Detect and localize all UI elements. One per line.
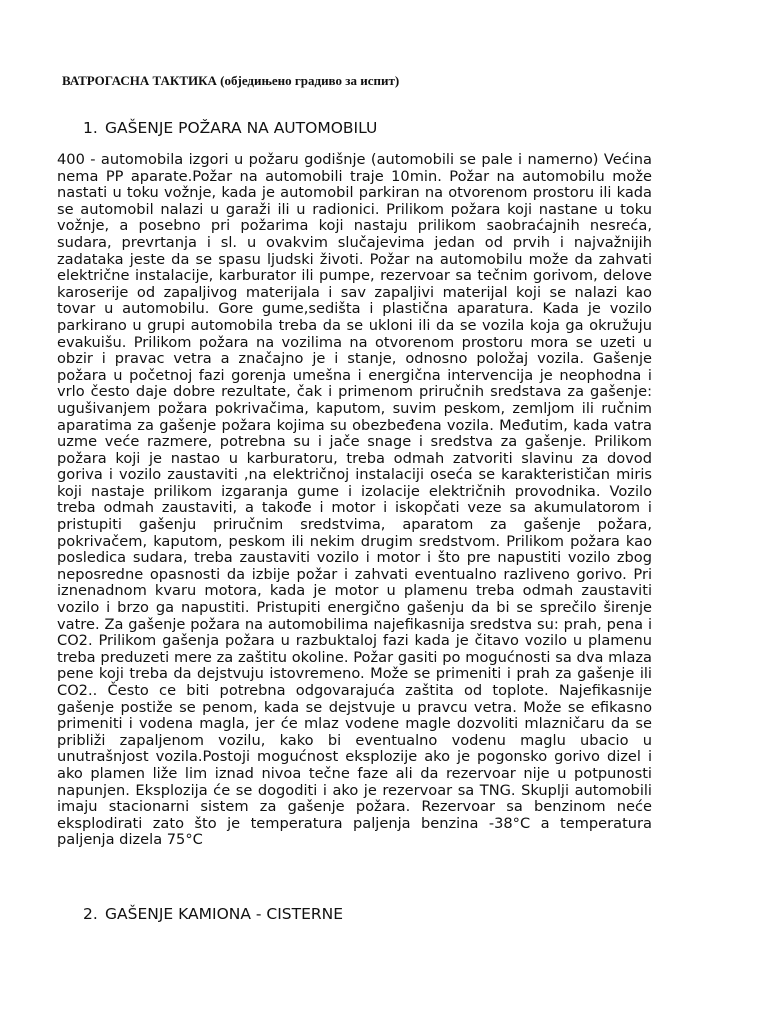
section-number: 2.: [83, 905, 98, 923]
section-heading-text: GAŠENJE KAMIONA - CISTERNE: [105, 905, 344, 923]
section-heading-text: GAŠENJE POŽARA NA AUTOMOBILU: [105, 119, 378, 137]
section-heading-2: [83, 905, 343, 923]
section-number: 1.: [83, 119, 98, 137]
document-title: ВАТРОГАСНА ТАКТИКА (обједињено градиво за испит): [62, 73, 400, 88]
section-heading-1: [83, 119, 377, 137]
section-body-paragraph: 400 - automobila izgori u požaru godišnje (automobili se pale i namerno) Većina nema PP aparate.Požar na automobili traje 10min. Požar na automobilu može nastati u toku vožnje, kada je automobil parkiran na otvorenom prostoru ili kada se automobil nalazi u garaži ili u radionici. Prilikom požara koji nastane u toku vožnje, a posebno pri požarima koji nastaju prilikom saobraćajnih nesreća, sudara, prevrtanja i sl. u ovakvim slučajevima jedan od prvih i najvažnijih zadataka jeste da se spasu ljudski životi. Požar na automobilu može da zahvati električne instalacije, karburator ili pumpe, rezervoar sa tečnim gorivom, delove karoserije od zapaljivog materijala i sav zapaljivi materijal koji se nalazi kao tovar u automobilu. Gore gume,sedišta i plastična aparatura. Kada je vozilo parkirano u grupi automobila treba da se ukloni ili da se vozila koja ga okružuju evakuišu. Prilikom požara na vozilima na otvorenom prostoru mora se uzeti u obzir i pravac vetra a značajno je i stanje, odnosno položaj vozila. Gašenje požara u početnoj fazi gorenja umešna i energična intervencija je neophodna i vrlo često daje dobre rezultate, čak i primenom priručnih sredstava za gašenje: ugušivanjem požara pokrivačima, kaputom, suvim peskom, zemljom ili ručnim aparatima za gašenje požara kojima su obezbeđena vozila. Međutim, kada vatra uzme veće razmere, potrebna su i jače snage i sredstva za gašenje. Prilikom požara koji je nastao u karburatoru, treba odmah zatvoriti slavinu za dovod goriva i vozilo zaustaviti ,na električnoj instalaciji oseća se karakterističan miris koji nastaje prilikom izgaranja gume i izolacije električnih provodnika. Vozilo treba odmah zaustaviti, a takođe i motor i iskopčati veze sa akumulatorom i pristupiti gašenju priručnim sredstvima, aparatom za gašenje požara, pokrivačem, kaputom, peskom ili nekim drugim sredstvom. Prilikom požara kao posledica sudara, treba zaustaviti vozilo i motor i što pre napustiti vozilo zbog neposredne opasnosti da izbije požar i zahvati eventualno razliveno gorivo. Pri iznenadnom kvaru motora, kada je motor u plamenu treba odmah zaustaviti vozilo i brzo ga napustiti. Pristupiti energično gašenju da bi se sprečilo širenje vatre. Za gašenje požara na automobilima najefikasnija sredstva su: prah, pena i CO2. Prilikom gašenja požara u razbuktaloj fazi kada je čitavo vozilo u plamenu treba preduzeti mere za zaštitu okoline. Požar gasiti po mogućnosti sa dva mlaza pene koji treba da dejstvuju istovremeno. Može se primeniti i prah za gašenje ili CO2.. Često ce biti potrebna odgovarajuća zaštita od toplote. Najefikasnije gašenje postiže se penom, kada se dejstvuje u pravcu vetra. Može se efikasno primeniti i vodena magla, jer će mlaz vodene magle dozvoliti mlazničaru da se približi zapaljenom vozilu, kako bi eventualno vodenu maglu ubacio u unutrašnjost vozila.Postoji mogućnost eksplozije ako je pogonsko gorivo dizel i ako plamen liže lim iznad nivoa tečne faze ali da rezervoar nije u potpunosti napunjen. Eksplozija će se dogoditi i ako je rezervoar sa TNG. Skuplji automobili imaju stacionarni sistem za gašenje požara. Rezervoar sa benzinom neće eksplodirati zato što je temperatura paljenja benzina -38°C a temperatura paljenja dizela 75°C: [57, 151, 652, 849]
